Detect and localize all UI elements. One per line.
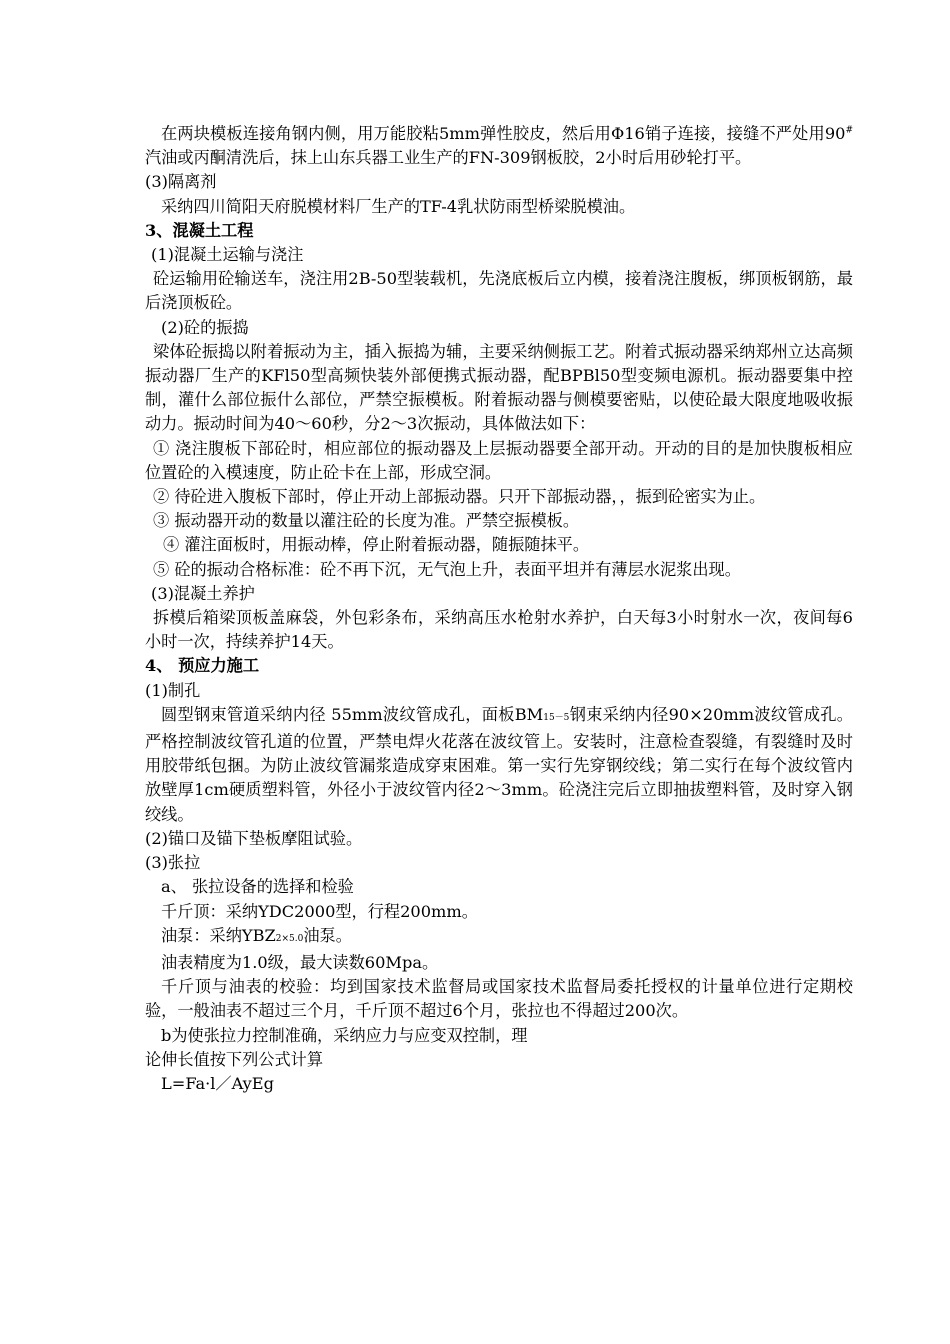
list-item-1: ① 浇注腹板下部砼时，相应部位的振动器及上层振动器要全部开动。开动的目的是加快腹板相应位置砼的入模速度，防止砼卡在上部，形成空洞。: [145, 438, 853, 482]
jack-spec: 千斤顶：采纳YDC2000型，行程200mm。: [161, 901, 478, 921]
paragraph-3-2: 梁体砼振捣以附着振动为主，插入振捣为辅，主要采纳侧振工艺。附着式振动器采纳郑州立达高频振动器厂生产的KFl50型高频快装外部便携式振动器，配BPBl50型变频电源机。振动器要集中控制，灌什么部位振什么部位，严禁空振模板。附着振动器与侧模要密贴，以使砼最大限度地吸收振动力。振动时间为40～60秒，分2～3次振动，具体做法如下：: [145, 341, 853, 434]
gauge-spec: 油表精度为1.0级，最大读数60Mpa。: [161, 952, 439, 972]
paragraph-release-agent: 采纳四川简阳天府脱模材料厂生产的TF-4乳状防雨型桥梁脱模油。: [161, 196, 636, 216]
text-segment: 油泵：采纳YBZ: [161, 925, 276, 945]
list-item-2: ② 待砼进入腹板下部时，停止开动上部振动器。只开下部振动器，，振到砼密实为止。: [153, 487, 766, 507]
paragraph-calibration: 千斤顶与油表的校验：均到国家技术监督局或国家技术监督局委托授权的计量单位进行定期校验，一般油表不超过三个月，千斤顶不超过6个月，张拉也不得超过200次。: [145, 977, 853, 1021]
item-b: b为使张拉力控制准确，采纳应力与应变双控制，理: [161, 1025, 528, 1045]
text-segment: 圆型钢束管道采纳内径 55mm波纹管成孔，面板BM: [161, 704, 544, 724]
text-segment: 钢束采纳内径90×20mm波纹管成孔。严格控制波纹管孔道的位置，严禁电焊火花落在波纹管上。安装时，注意检查裂缝，有裂缝时及时用胶带纸包捆。为防止波纹管漏浆造成穿束困难。第一实行先穿钢绞线；第二实行在每个波纹管内放壁厚1cm硬质塑料管，外径小于波纹管内径2～3mm。砼浇注完后立即抽拔塑料管，及时穿入钢绞线。: [145, 704, 853, 824]
list-item-4: ④ 灌注面板时，用振动棒，停止附着振动器，随振随抹平。: [163, 535, 590, 555]
subheading-4-2: (2)锚口及锚下垫板摩阻试验。: [145, 828, 363, 848]
pump-spec: [145, 924, 853, 951]
text-segment: 汽油或丙酮清洗后，抹上山东兵器工业生产的FN-309钢板胶，2小时后用砂轮打平。: [145, 148, 752, 168]
subheading-4-1: (1)制孔: [145, 680, 201, 700]
subheading-3-1: (1)混凝土运输与浇注: [151, 245, 304, 265]
theory-line: 论伸长值按下列公式计算: [145, 1049, 324, 1069]
heading-release-agent: (3)隔离剂: [145, 172, 217, 192]
subheading-3-2: (2)砼的振捣: [161, 317, 249, 337]
formula: L=Fa·l／AyEg: [161, 1073, 274, 1093]
section-heading-3: 3、混凝土工程: [145, 220, 254, 240]
superscript: #: [845, 125, 853, 136]
section-heading-4: 4、 预应力施工: [145, 656, 260, 676]
subscript: 2×5.0: [275, 933, 304, 944]
text-segment: 油泵。: [303, 925, 352, 945]
subheading-4-3: (3)张拉: [145, 853, 201, 873]
paragraph-4-1: [145, 703, 853, 827]
paragraph-joint: [145, 122, 853, 170]
list-item-3: ③ 振动器开动的数量以灌注砼的长度为准。严禁空振模板。: [153, 511, 580, 531]
document-page: [145, 122, 853, 1096]
subheading-3-3: (3)混凝土养护: [151, 583, 255, 603]
item-a: a、 张拉设备的选择和检验: [161, 877, 354, 897]
paragraph-3-3: 拆模后箱梁顶板盖麻袋，外包彩条布，采纳高压水枪射水养护，白天每3小时射水一次，夜间每6小时一次，持续养护14天。: [145, 608, 853, 652]
text-segment: 在两块模板连接角钢内侧，用万能胶粘5mm弹性胶皮，然后用Φ16销子连接，接缝不严处用90: [161, 124, 846, 143]
subscript: 15－5: [543, 712, 570, 723]
list-item-5: ⑤ 砼的振动合格标准：砼不再下沉，无气泡上升，表面平坦并有薄层水泥浆出现。: [153, 559, 741, 579]
paragraph-3-1: 砼运输用砼输送车，浇注用2B-50型装载机，先浇底板后立内模，接着浇注腹板，绑顶板钢筋，最后浇顶板砼。: [145, 269, 853, 313]
